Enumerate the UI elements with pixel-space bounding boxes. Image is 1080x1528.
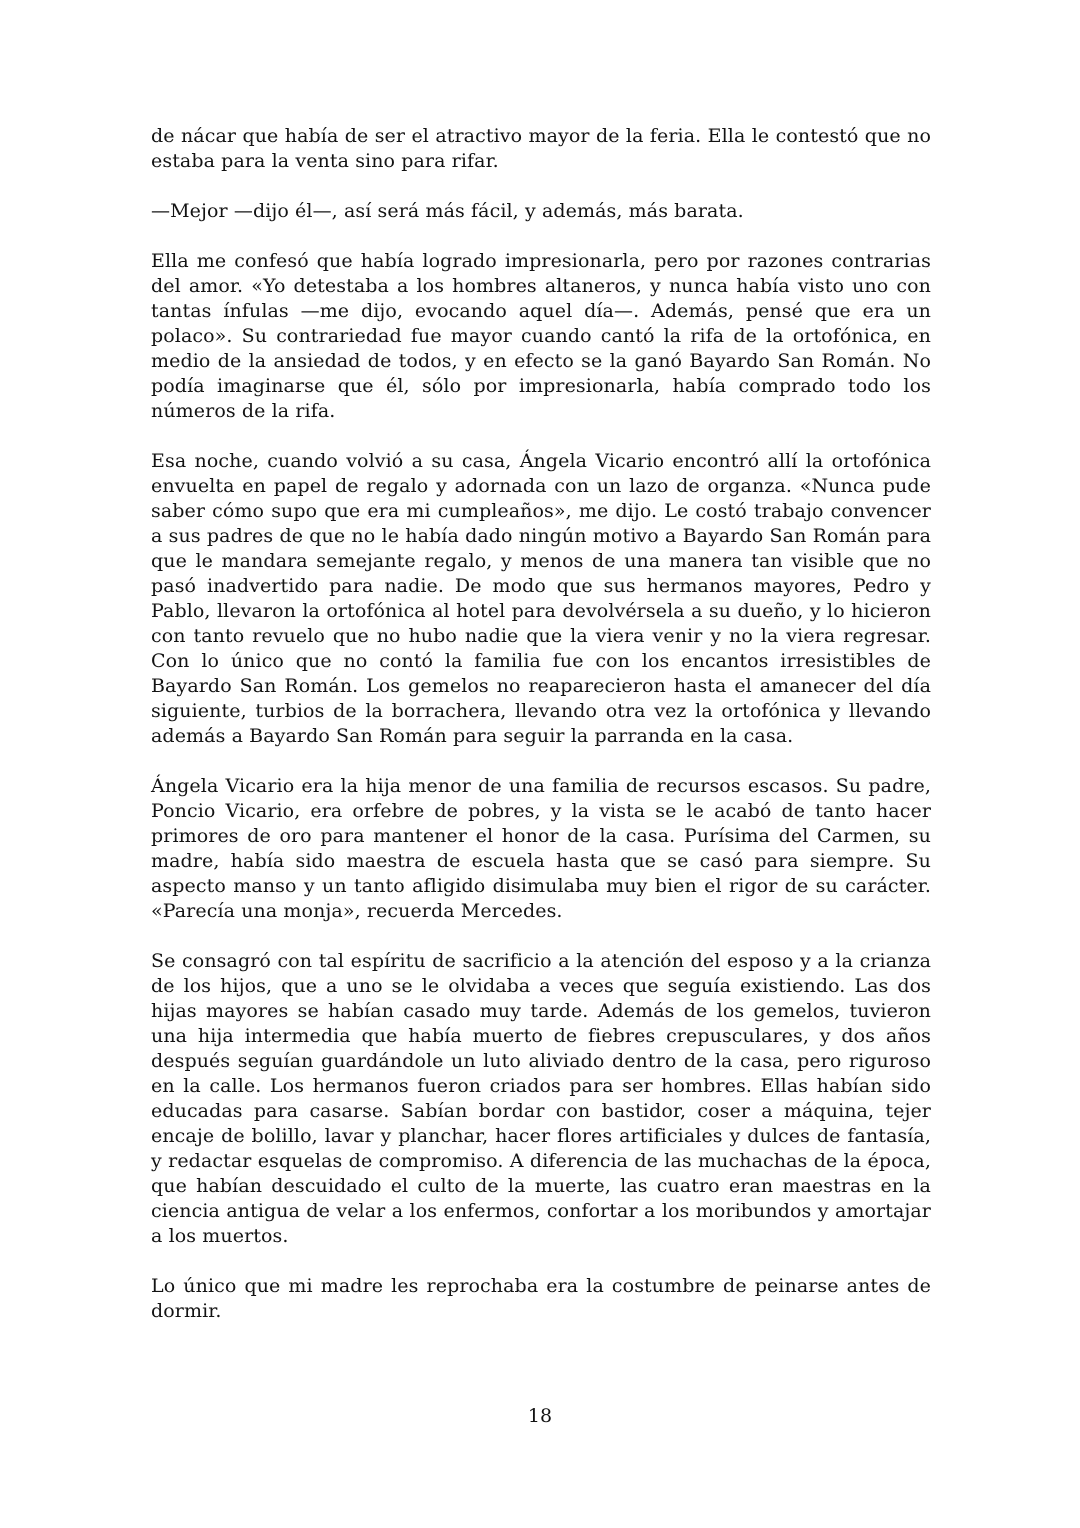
paragraph: Se consagró con tal espíritu de sacrificio a la atención del esposo y a la crianza de los hijos, que a uno se le olvidaba a veces que seguía existiendo. Las dos hijas mayores se habían casado muy tarde. Además de los gemelos, tuvieron una hija intermedia que había muerto de fiebres crepusculares, y dos años después seguían guardándole un luto aliviado dentro de la casa, pero riguroso en la calle. Los hermanos fueron criados para ser hombres. Ellas habían sido educadas para casarse. Sabían bordar con bastidor, coser a máquina, tejer encaje de bolillo, lavar y planchar, hacer flores artificiales y dulces de fantasía, y redactar esquelas de compromiso. A diferencia de las muchachas de la época, que habían descuidado el culto de la muerte, las cuatro eran maestras en la ciencia antigua de velar a los enfermos, confortar a los moribundos y amortajar a los muertos. <box>151 950 931 1247</box>
paragraph: —Mejor —dijo él—, así será más fácil, y además, más barata. <box>151 200 744 222</box>
paragraph: Esa noche, cuando volvió a su casa, Ángela Vicario encontró allí la ortofónica envuelta en papel de regalo y adornada con un lazo de organza. «Nunca pude saber cómo supo que era mi cumpleaños», me dijo. Le costó trabajo convencer a sus padres de que no le había dado ningún motivo a Bayardo San Román para que le mandara semejante regalo, y menos de una manera tan visible que no pasó inadvertido para nadie. De modo que sus hermanos mayores, Pedro y Pablo, llevaron la ortofónica al hotel para devolvérsela a su dueño, y lo hicieron con tanto revuelo que no hubo nadie que la viera venir y no la viera regresar. Con lo único que no contó la familia fue con los encantos irresistibles de Bayardo San Román. Los gemelos no reaparecieron hasta el amanecer del día siguiente, turbios de la borrachera, llevando otra vez la ortofónica y llevando además a Bayardo San Román para seguir la parranda en la casa. <box>151 450 931 747</box>
paragraph: Ella me confesó que había logrado impresionarla, pero por razones contrarias del amor. «Yo detestaba a los hombres altaneros, y nunca había visto uno con tantas ínfulas —me dijo, evocando aquel día—. Además, pensé que era un polaco». Su contrariedad fue mayor cuando cantó la rifa de la ortofónica, en medio de la ansiedad de todos, y en efecto se la ganó Bayardo San Román. No podía imaginarse que él, sólo por impresionarla, había comprado todo los números de la rifa. <box>151 250 931 422</box>
page-text <box>151 124 931 1324</box>
paragraph: de nácar que había de ser el atractivo mayor de la feria. Ella le contestó que no estaba para la venta sino para rifar. <box>151 125 931 172</box>
page-number: 18 <box>527 1405 553 1427</box>
paragraph: Ángela Vicario era la hija menor de una familia de recursos escasos. Su padre, Poncio Vicario, era orfebre de pobres, y la vista se le acabó de tanto hacer primores de oro para mantener el honor de la casa. Purísima del Carmen, su madre, había sido maestra de escuela hasta que se casó para siempre. Su aspecto manso y un tanto afligido disimulaba muy bien el rigor de su carácter. «Parecía una monja», recuerda Mercedes. <box>151 775 931 922</box>
paragraph: Lo único que mi madre les reprochaba era la costumbre de peinarse antes de dormir. <box>151 1275 931 1322</box>
